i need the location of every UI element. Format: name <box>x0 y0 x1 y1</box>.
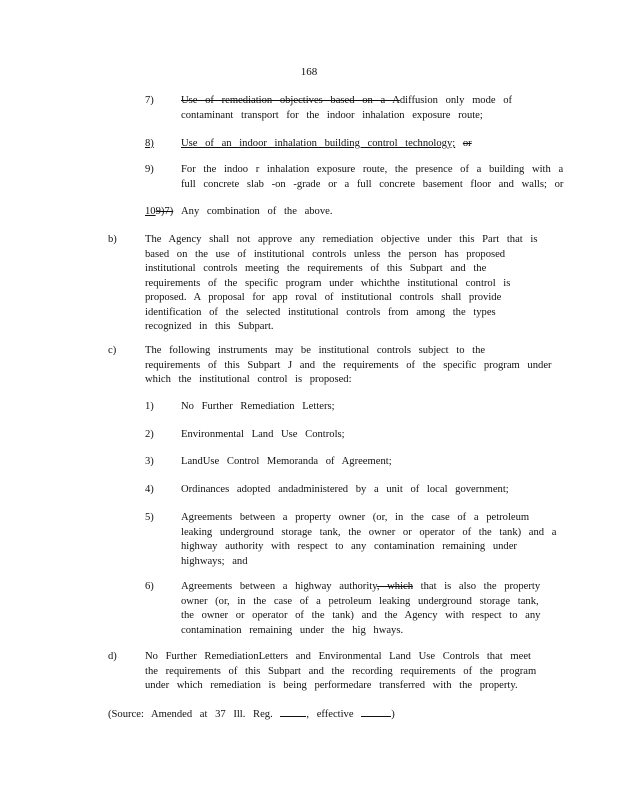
item-text: No Further Remediation Letters; <box>181 401 335 412</box>
item-line: leaking underground storage tank, the owner or operator of the tank) and a <box>181 526 557 538</box>
text-line: recognized in this Subpart. <box>145 321 274 332</box>
struck-text: , which <box>376 581 414 592</box>
text-segment: that is also the property <box>420 581 541 592</box>
item-line: highways; and <box>181 555 248 567</box>
inserted-text: Use of an indoor inhalation building control technology; <box>181 138 456 149</box>
item-label: 3) <box>145 456 154 467</box>
item-label <box>145 205 173 220</box>
struck-text: Use of remediation objectives based on a A <box>181 95 400 106</box>
item-text <box>181 580 545 638</box>
item-text <box>181 137 545 152</box>
item-label: 8) <box>145 138 154 149</box>
source-note <box>108 706 548 723</box>
item-text <box>181 163 564 192</box>
item-label: 4) <box>145 484 154 495</box>
source-text: ) <box>391 709 395 720</box>
item-label: 2) <box>145 429 154 440</box>
item-label: 5) <box>145 512 154 523</box>
date-blank <box>361 706 391 717</box>
item-line: Agreements between a property owner (or, in the case of a petroleum <box>181 512 530 523</box>
item-line: For the indoo r inhalation exposure route, the presence of a building with a <box>181 164 564 175</box>
text-line: proposed. A proposal for app roval of institutional controls shall provide <box>145 292 502 303</box>
item-label: 7) <box>145 95 154 106</box>
subsection-text <box>145 233 545 335</box>
subsection-label: b) <box>108 234 117 245</box>
subsection-text <box>145 650 545 694</box>
item-text: Any combination of the above. <box>181 206 333 217</box>
text-line: under which remediation is being performedare transferred with the property. <box>145 680 518 691</box>
struck-text: or <box>462 138 472 149</box>
text-line: which the institutional control is proposed: <box>145 374 352 385</box>
text-line: based on the use of institutional controls unless the person has proposed <box>145 248 506 260</box>
text-line: the requirements of this Subpart and the recording requirements of the program <box>145 665 537 677</box>
item-label: 1) <box>145 401 154 412</box>
item-line: full concrete slab -on -grade or a full concrete basement floor and walls; or <box>181 178 564 190</box>
item-text: Environmental Land Use Controls; <box>181 429 345 440</box>
reg-blank <box>280 706 306 717</box>
inserted-label: 10 <box>145 206 156 217</box>
item-text: LandUse Control Memoranda of Agreement; <box>181 456 392 467</box>
text-line: The Agency shall not approve any remediation objective under this Part that is <box>145 234 538 245</box>
page-number: 168 <box>300 66 318 78</box>
struck-label: 9)7) <box>155 206 174 217</box>
item-text <box>181 94 545 123</box>
item-line: contaminant transport for the indoor inhalation exposure route; <box>181 109 483 121</box>
text-line: The following instruments may be institutional controls subject to the <box>145 345 486 356</box>
item-line: contamination remaining under the hig hways. <box>181 624 404 636</box>
item-line: owner (or, in the case of a petroleum leaking underground storage tank, <box>181 595 539 607</box>
subsection-text <box>145 344 552 388</box>
text-line: No Further RemediationLetters and Environmental Land Use Controls that meet <box>145 651 531 662</box>
text-line: requirements of this Subpart J and the requirements of the specific program under <box>145 359 552 371</box>
subsection-label: c) <box>108 345 117 356</box>
subsection-label: d) <box>108 651 117 662</box>
text-line: identification of the selected institutional controls from among the types <box>145 306 496 318</box>
item-text <box>181 511 557 569</box>
item-label: 9) <box>145 164 154 175</box>
item-label: 6) <box>145 581 154 592</box>
inserted-text: diffusion only mode of <box>399 95 513 106</box>
source-text: (Source: Amended at 37 Ill. Reg. <box>108 709 273 720</box>
text-segment: Agreements between a highway authority <box>181 581 377 592</box>
item-line: highway authority with respect to any contamination remaining under <box>181 541 517 552</box>
item-text: Ordinances adopted andadministered by a unit of local government; <box>181 484 509 495</box>
text-line: institutional controls meeting the requirements of this Subpart and the <box>145 263 487 274</box>
item-line: the owner or operator of the tank) and the Agency with respect to any <box>181 610 541 621</box>
source-text: , effective <box>306 709 354 720</box>
text-line: requirements of the specific program under whichthe institutional control is <box>145 277 511 289</box>
